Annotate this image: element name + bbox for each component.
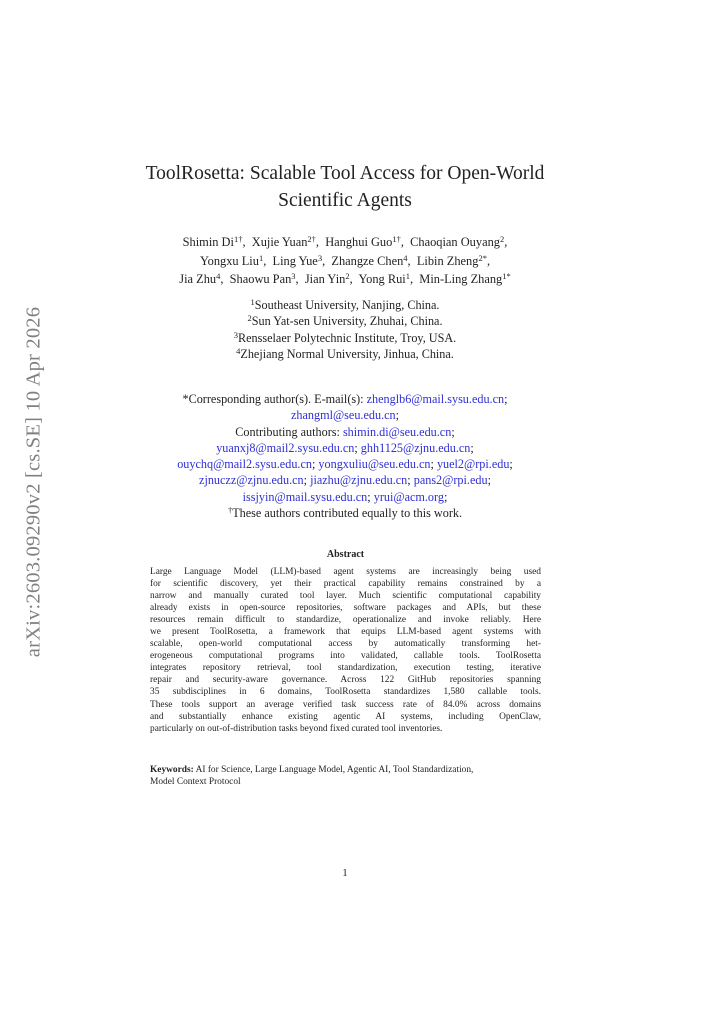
email-link[interactable]: yuanxj8@mail2.sysu.edu.cn	[216, 440, 355, 455]
email-link[interactable]: zjnuczz@zjnu.edu.cn	[199, 473, 304, 488]
author: Xujie Yuan$^{2\dagger}$,	[251, 234, 320, 249]
keywords-label: Keywords:	[150, 765, 194, 775]
page-number: 1	[342, 867, 348, 879]
equal-contribution-note: †These authors contributed equally to this work.	[227, 505, 463, 521]
keywords-line-2: Model Context Protocol	[150, 777, 241, 787]
author: Jian Yin$^2$,	[304, 271, 353, 286]
dagger-mark: †	[227, 505, 233, 516]
email-link[interactable]: yongxuliu@seu.edu.cn	[318, 457, 431, 472]
email-link[interactable]: shimin.di@seu.edu.cn	[342, 424, 452, 439]
author: Min-Ling Zhang$^{1*}$	[419, 271, 511, 286]
abstract-line: and substantially enhance existing agentic AI systems, including OpenClaw,	[150, 711, 541, 722]
contributing-line-5: issjyin@mail.sysu.edu.cn; yrui@acm.org;	[242, 489, 448, 504]
affiliation-list	[145, 297, 545, 362]
author: Ling Yue$^3$,	[272, 252, 326, 268]
author-list	[120, 233, 570, 289]
abstract-line: Large Language Model (LLM)-based agent systems are increasingly being used	[150, 567, 541, 577]
abstract-line: These tools support an average verified task success rate of 84.0% across domains	[150, 699, 541, 710]
abstract-line: erogeneous computational programs into validated, callable tools. ToolRosetta	[150, 651, 541, 662]
affiliation: $^3$Rensselaer Polytechnic Institute, Troy, USA.	[233, 329, 457, 345]
arxiv-sidebar-stamp	[22, 297, 46, 667]
corresponding-label: *Corresponding author(s). E-mail(s):	[182, 392, 364, 406]
contributing-line-4: zjnuczz@zjnu.edu.cn; jiazhu@zjnu.edu.cn; pans2@rpi.edu;	[199, 473, 491, 488]
author: Hanghui Guo$^{1\dagger}$,	[325, 234, 404, 249]
abstract-line: resources remain difficult to standardize, operationalize and invoke reliably. Here	[150, 615, 541, 626]
abstract-line: for scientific discovery, yet their practical capability remains constrained by a	[150, 579, 541, 590]
author: Shimin $Di^{1\dagger}$,	[182, 234, 246, 249]
abstract-line: particularly on out-of-distribution tasks beyond fixed curated tool inventories.	[150, 723, 443, 734]
author: Chaoqian Ouyang$^2$,	[410, 234, 508, 249]
author: Yong Rui$^1$,	[358, 271, 414, 286]
paper-title-line-1: ToolRosetta: Scalable Tool Access for Open-World	[145, 163, 545, 184]
email-link[interactable]: zhenglb6@mail.sysu.edu.cn	[366, 392, 505, 406]
keywords-line-1: Keywords: AI for Science, Large Language Model, Agentic AI, Tool Standardization,	[150, 765, 474, 775]
author-line-3	[120, 270, 570, 289]
abstract-line: repair and security-aware governance. Across 122 GitHub repositories spanning	[150, 675, 541, 686]
email-link[interactable]: yrui@acm.org	[373, 489, 444, 504]
corresponding-line-2: zhangml@seu.edu.cn;	[290, 408, 400, 423]
affiliation: $^2$Sun Yat-sen University, Zhuhai, China.	[247, 313, 443, 329]
author: Yongxu Liu$^1$,	[199, 252, 267, 268]
author: Shaowu Pan$^3$,	[229, 271, 299, 286]
email-link[interactable]: ouychq@mail2.sysu.edu.cn	[177, 457, 312, 472]
author-line-1	[120, 233, 570, 252]
abstract-line: narrow and manually curated tool layer. Much scientific computational capability	[150, 591, 541, 602]
abstract-line: 35 subdisciplines in 6 domains, ToolRosetta standardizes 1,580 callable tools.	[150, 687, 541, 698]
abstract-line: already exists in open-source repositories, software packages and APIs, but these	[150, 603, 541, 614]
email-link[interactable]: zhangml@seu.edu.cn	[290, 408, 396, 423]
paper-title	[80, 160, 610, 214]
contributing-line-1: Contributing authors: shimin.di@seu.edu.cn;	[235, 424, 455, 439]
contributing-line-3: ouychq@mail2.sysu.edu.cn; yongxuliu@seu.edu.cn; yuel2@rpi.edu;	[177, 457, 513, 472]
email-link[interactable]: pans2@rpi.edu	[413, 473, 488, 488]
email-link[interactable]: jiazhu@zjnu.edu.cn	[310, 473, 408, 488]
email-link[interactable]: issjyin@mail.sysu.edu.cn	[242, 489, 368, 504]
author: Jia Zhu$^4$,	[179, 271, 224, 286]
email-link[interactable]: ghh1125@zjnu.edu.cn	[360, 440, 471, 455]
affiliation: $^1$Southeast University, Nanjing, China.	[250, 297, 440, 312]
abstract-line: we present ToolRosetta, a framework that equips LLM-based agent systems with	[150, 627, 541, 638]
author-line-2	[120, 252, 570, 271]
paper-title-line-2: Scientific Agents	[278, 190, 412, 211]
arxiv-identifier: arXiv:2603.09290v2 [cs.SE] 10 Apr 2026	[22, 306, 45, 658]
contributing-label: Contributing authors:	[235, 424, 340, 439]
abstract-line: integrates repository retrieval, tool standardization, execution testing, iterative	[150, 663, 541, 674]
keywords	[150, 764, 541, 788]
author: Zhangze Chen$^4$,	[331, 252, 411, 268]
abstract-line: scalable, open-world computational access by automatically transforming het-	[150, 639, 541, 650]
contributing-line-2: yuanxj8@mail2.sysu.edu.cn; ghh1125@zjnu.edu.cn;	[216, 440, 474, 455]
corresponding-line-1: *Corresponding author(s). E-mail(s): zhenglb6@mail.sysu.edu.cn;	[182, 392, 508, 406]
affiliation: $^4$Zhejiang Normal University, Jinhua, China.	[236, 345, 454, 361]
email-link[interactable]: yuel2@rpi.edu	[436, 457, 510, 472]
abstract-body	[150, 566, 541, 735]
abstract-heading: Abstract	[326, 549, 365, 560]
author: Libin Zheng$^{2*}$,	[416, 252, 491, 268]
contact-block	[135, 391, 555, 521]
